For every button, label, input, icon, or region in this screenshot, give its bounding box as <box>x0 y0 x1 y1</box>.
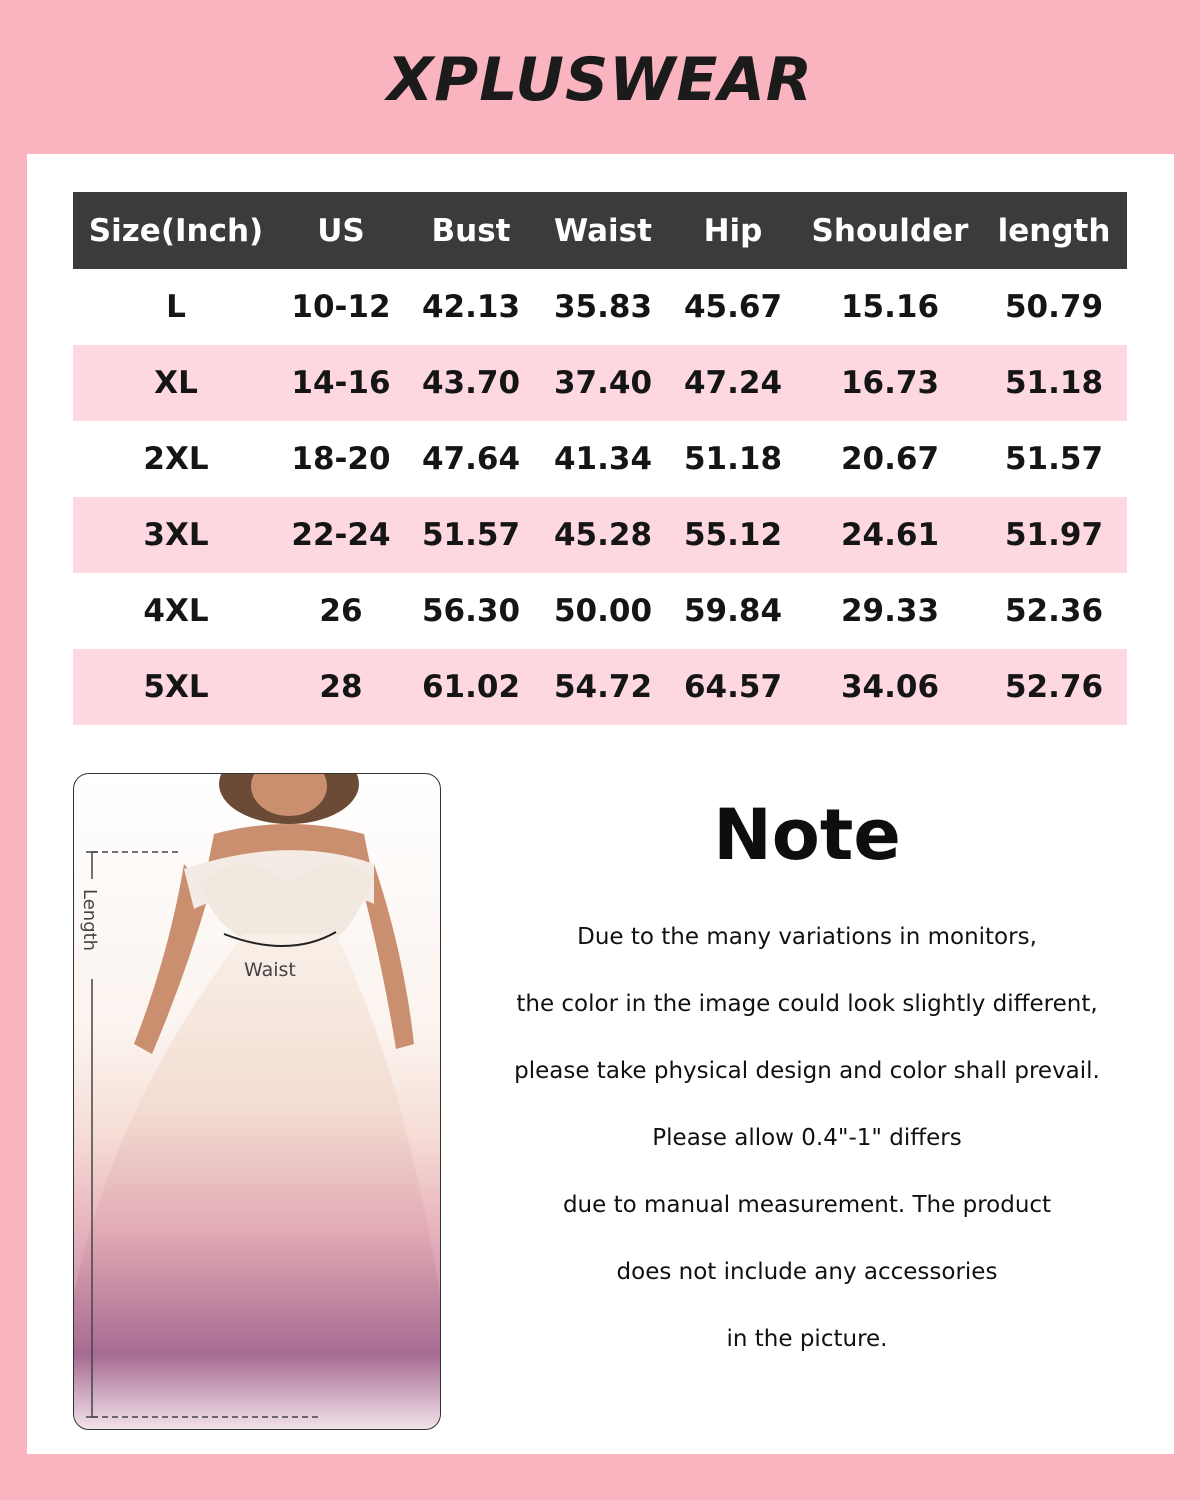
header-size: Size(Inch) <box>73 192 279 269</box>
cell-bust: 43.70 <box>403 345 539 421</box>
cell-hip: 51.18 <box>683 441 783 477</box>
table-row <box>73 573 1127 649</box>
note-line: please take physical design and color shall prevail. <box>514 1058 1100 1084</box>
size-table <box>73 192 1127 725</box>
cell-size: L <box>166 289 186 325</box>
table-row <box>73 649 1127 725</box>
cell-us: 26 <box>319 593 363 629</box>
cell-us: 28 <box>279 649 403 725</box>
product-photo <box>73 773 441 1430</box>
table-row <box>73 421 1127 497</box>
cell-us: 22-24 <box>279 497 403 573</box>
cell-bust: 61.02 <box>403 649 539 725</box>
cell-shoulder: 15.16 <box>840 289 940 325</box>
note-line: does not include any accessories <box>616 1259 998 1285</box>
note-line: in the picture. <box>726 1326 888 1352</box>
cell-length: 51.18 <box>981 345 1127 421</box>
cell-shoulder: 24.61 <box>799 497 981 573</box>
cell-shoulder: 16.73 <box>799 345 981 421</box>
cell-us: 14-16 <box>279 345 403 421</box>
cell-size: XL <box>73 345 279 421</box>
cell-hip: 55.12 <box>667 497 799 573</box>
size-chart-card <box>27 154 1174 1454</box>
cell-size: 5XL <box>73 649 279 725</box>
cell-size: 2XL <box>143 441 209 477</box>
brand-logo: XPLUSWEAR <box>387 45 813 115</box>
cell-bust: 47.64 <box>421 441 521 477</box>
table-row <box>73 497 1127 573</box>
cell-hip: 64.57 <box>667 649 799 725</box>
cell-bust: 56.30 <box>421 593 521 629</box>
cell-shoulder: 20.67 <box>840 441 940 477</box>
header-waist: Waist <box>539 192 667 269</box>
cell-size: 3XL <box>73 497 279 573</box>
cell-waist: 41.34 <box>553 441 653 477</box>
length-label: Length <box>79 889 100 952</box>
cell-hip: 59.84 <box>683 593 783 629</box>
note-text <box>487 914 1127 1383</box>
header-us: US <box>279 192 403 269</box>
table-row <box>73 345 1127 421</box>
note-line: Due to the many variations in monitors, <box>577 924 1037 950</box>
cell-length: 50.79 <box>1004 289 1104 325</box>
cell-waist: 54.72 <box>539 649 667 725</box>
waist-label: Waist <box>244 959 296 981</box>
cell-hip: 47.24 <box>667 345 799 421</box>
note-line: Please allow 0.4"-1" differs <box>652 1125 962 1151</box>
cell-length: 52.76 <box>981 649 1127 725</box>
header-shoulder: Shoulder <box>799 192 981 269</box>
cell-length: 52.36 <box>1004 593 1104 629</box>
cell-bust: 51.57 <box>403 497 539 573</box>
cell-waist: 50.00 <box>553 593 653 629</box>
cell-us: 10-12 <box>291 289 391 325</box>
table-header-row <box>73 192 1127 269</box>
cell-hip: 45.67 <box>683 289 783 325</box>
cell-waist: 45.28 <box>539 497 667 573</box>
note-title: Note <box>713 794 901 876</box>
table-row <box>73 269 1127 345</box>
cell-size: 4XL <box>143 593 209 629</box>
cell-shoulder: 29.33 <box>840 593 940 629</box>
header-length: length <box>981 192 1127 269</box>
cell-shoulder: 34.06 <box>799 649 981 725</box>
header-bust: Bust <box>403 192 539 269</box>
cell-bust: 42.13 <box>421 289 521 325</box>
dress-skirt <box>74 934 440 1429</box>
header-hip: Hip <box>667 192 799 269</box>
note-line: the color in the image could look slightly different, <box>516 991 1098 1017</box>
dress-illustration <box>74 774 440 1429</box>
cell-waist: 37.40 <box>539 345 667 421</box>
cell-us: 18-20 <box>291 441 391 477</box>
note-line: due to manual measurement. The product <box>562 1192 1052 1218</box>
cell-waist: 35.83 <box>553 289 653 325</box>
cell-length: 51.97 <box>981 497 1127 573</box>
cell-length: 51.57 <box>1004 441 1104 477</box>
